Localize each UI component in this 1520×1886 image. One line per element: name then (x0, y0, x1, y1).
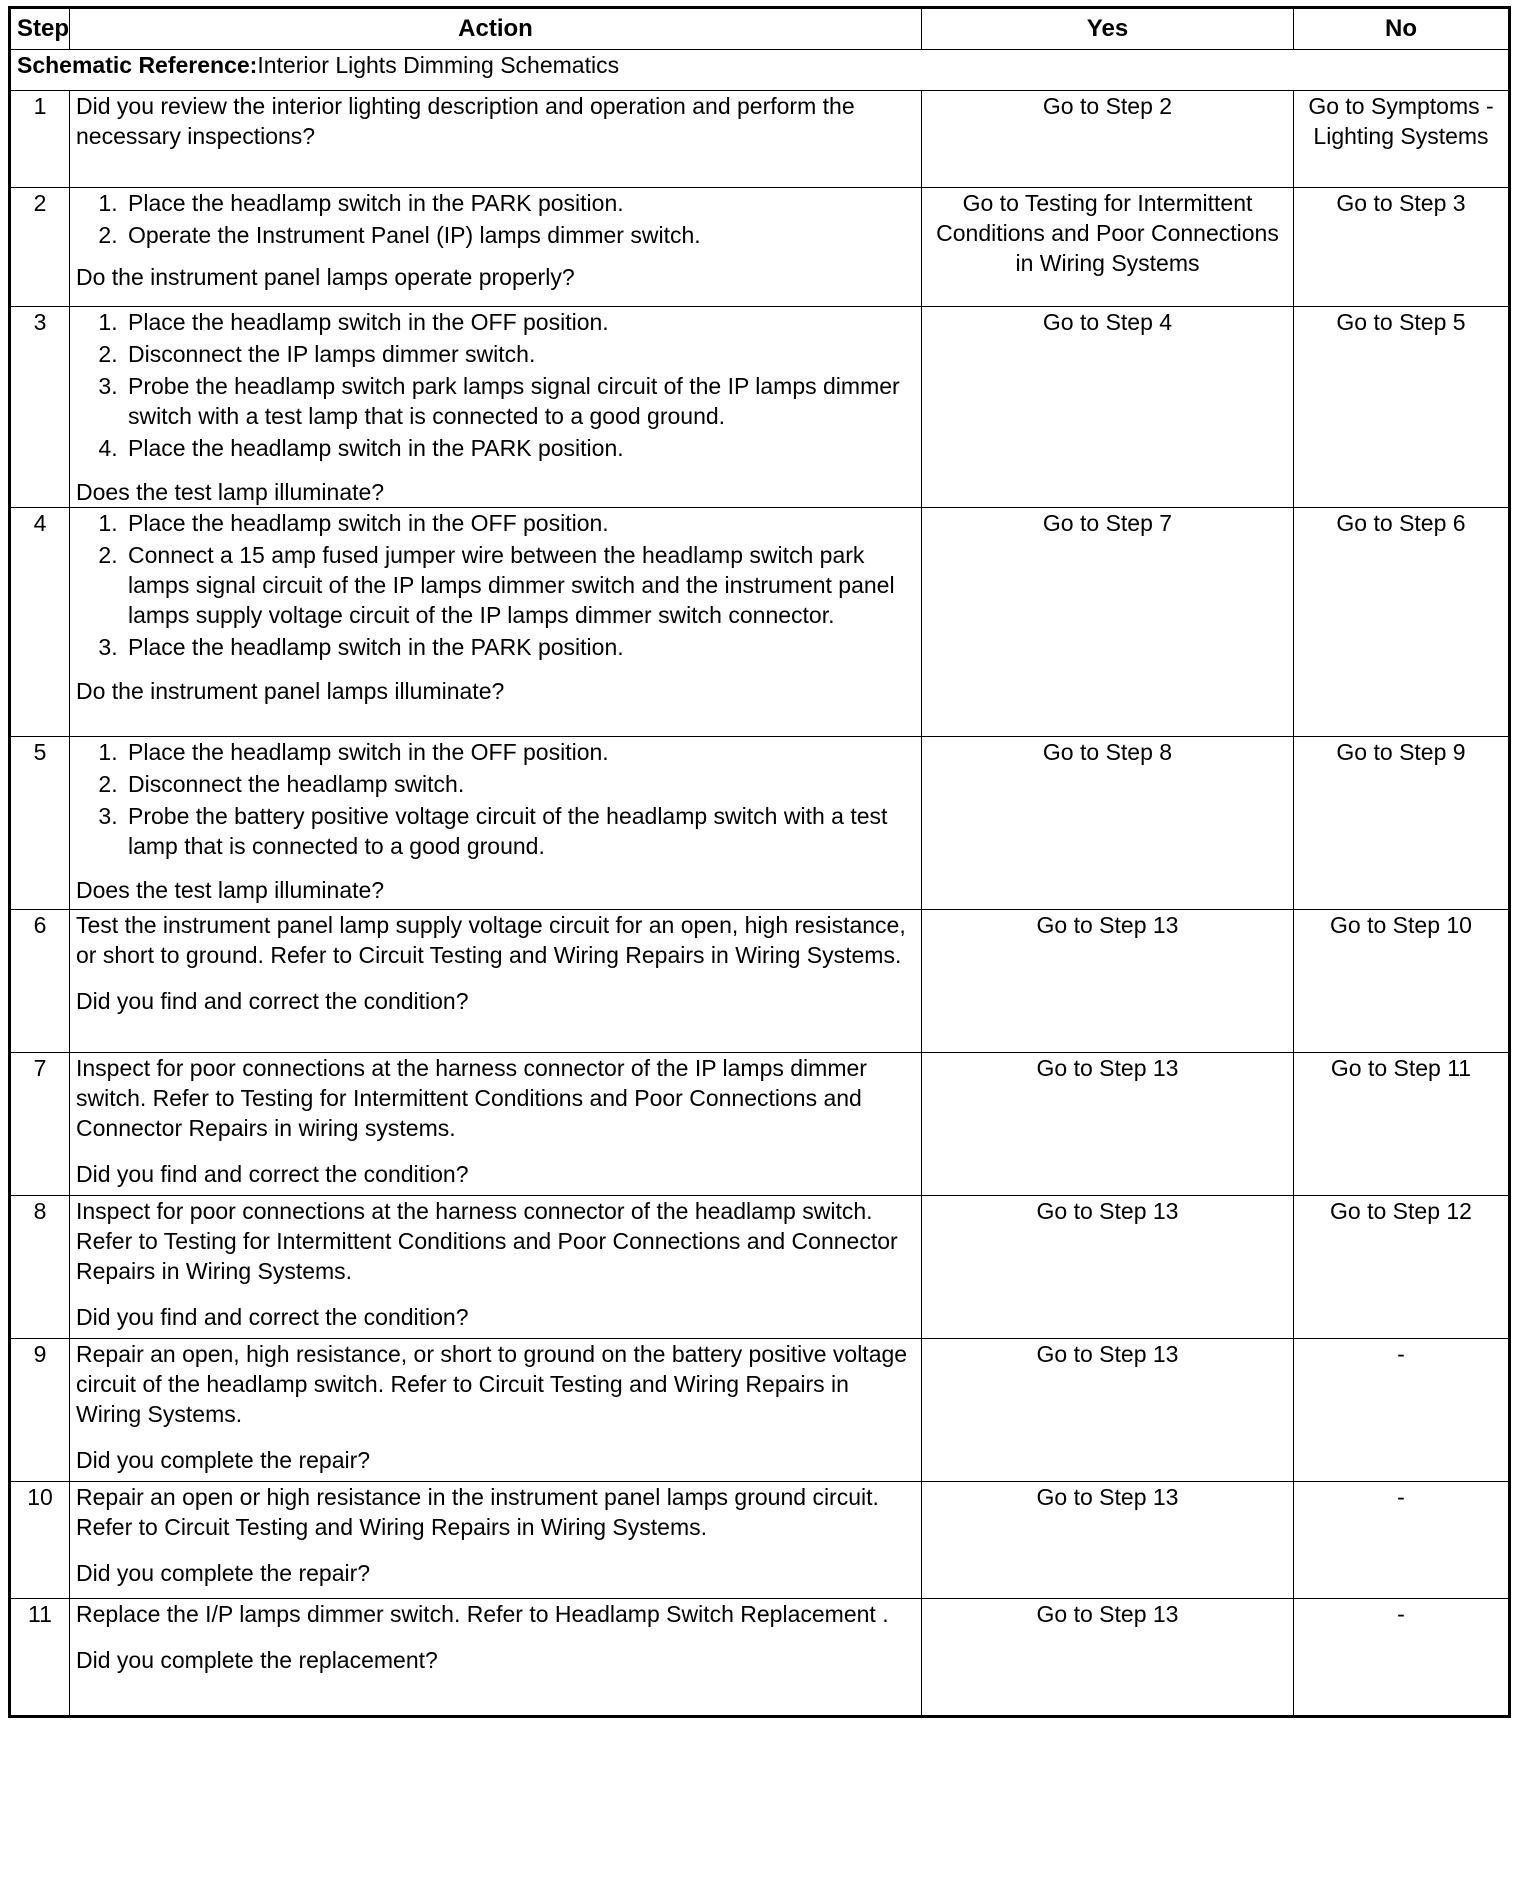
procedure-list (76, 737, 915, 861)
schematic-row (10, 50, 1510, 91)
list-item: 2. Connect a 15 amp fused jumper wire between the headlamp switch park lamps signal circuit of the IP lamps dimmer switch and the instrument panel lamps supply voltage circuit of the IP lamps dimmer switch connector. (124, 540, 915, 630)
action-text: Inspect for poor connections at the harness connector of the headlamp switch. Refer to Testing for Intermittent Conditions and Poor Connections and Connector Repairs in Wiring Systems. (76, 1198, 898, 1284)
no-cell[interactable]: Go to Step 9 (1294, 737, 1510, 910)
no-cell[interactable]: Go to Step 10 (1294, 910, 1510, 1053)
yes-cell[interactable]: Go to Step 13 (922, 1339, 1294, 1482)
question-text: Does the test lamp illuminate? (76, 479, 385, 505)
question-text: Did you find and correct the condition? (76, 1161, 469, 1187)
step-number: 5 (10, 737, 70, 910)
step-number: 10 (10, 1482, 70, 1599)
list-item: 3. Place the headlamp switch in the PARK position. (124, 632, 915, 662)
question-text: Did you find and correct the condition? (76, 1304, 469, 1330)
action-text: Test the instrument panel lamp supply voltage circuit for an open, high resistance, or short to ground. Refer to Circuit Testing and Wiring Repairs in Wiring Systems. (76, 912, 906, 968)
no-cell: - (1294, 1339, 1510, 1482)
no-cell[interactable]: Go to Step 12 (1294, 1196, 1510, 1339)
action-cell (70, 1599, 922, 1717)
list-item: 2. Operate the Instrument Panel (IP) lamps dimmer switch. (124, 220, 915, 250)
action-cell (70, 910, 922, 1053)
header-step: Step (10, 8, 70, 50)
table-row (10, 737, 1510, 910)
step-number: 11 (10, 1599, 70, 1717)
diagnostic-table-sheet (8, 6, 1508, 1718)
action-text: Replace the I/P lamps dimmer switch. Refer to Headlamp Switch Replacement . (76, 1601, 889, 1627)
action-cell (70, 188, 922, 307)
list-item: 2. Disconnect the headlamp switch. (124, 769, 915, 799)
list-item: 2. Disconnect the IP lamps dimmer switch. (124, 339, 915, 369)
no-cell[interactable]: Go to Step 6 (1294, 508, 1510, 737)
action-text: Inspect for poor connections at the harness connector of the IP lamps dimmer switch. Refer to Testing for Intermittent Conditions and Poor Connections and Connector Repairs in wiring systems. (76, 1055, 867, 1141)
question-text: Do the instrument panel lamps operate properly? (76, 264, 575, 290)
table-row (10, 1053, 1510, 1196)
schematic-link[interactable]: Interior Lights Dimming Schematics (257, 52, 620, 78)
table-row (10, 1599, 1510, 1717)
step-number: 3 (10, 307, 70, 508)
question-text: Do the instrument panel lamps illuminate? (76, 678, 505, 704)
schematic-label: Schematic Reference: (17, 52, 258, 78)
diagnostic-table (8, 6, 1511, 1718)
question-text: Did you find and correct the condition? (76, 988, 469, 1014)
table-row (10, 508, 1510, 737)
question-text: Did you complete the repair? (76, 1447, 371, 1473)
action-cell (70, 307, 922, 508)
no-cell: - (1294, 1599, 1510, 1717)
step-number: 1 (10, 91, 70, 188)
yes-cell[interactable]: Go to Step 13 (922, 1196, 1294, 1339)
table-row (10, 1196, 1510, 1339)
table-row (10, 188, 1510, 307)
yes-cell[interactable]: Go to Testing for Intermittent Conditions and Poor Connections in Wiring Systems (922, 188, 1294, 307)
yes-cell[interactable]: Go to Step 13 (922, 1482, 1294, 1599)
step-number: 7 (10, 1053, 70, 1196)
yes-cell[interactable]: Go to Step 4 (922, 307, 1294, 508)
table-row (10, 1482, 1510, 1599)
action-cell (70, 91, 922, 188)
step-number: 4 (10, 508, 70, 737)
list-item: 1. Place the headlamp switch in the OFF position. (124, 508, 915, 538)
table-row (10, 91, 1510, 188)
action-cell (70, 1196, 922, 1339)
question-text: Does the test lamp illuminate? (76, 877, 385, 903)
action-text: Did you review the interior lighting description and operation and perform the necessary inspections? (76, 93, 855, 149)
action-cell (70, 1482, 922, 1599)
list-item: 3. Probe the headlamp switch park lamps signal circuit of the IP lamps dimmer switch with a test lamp that is connected to a good ground. (124, 371, 915, 431)
yes-cell[interactable]: Go to Step 8 (922, 737, 1294, 910)
procedure-list (76, 508, 915, 662)
no-cell: - (1294, 1482, 1510, 1599)
header-row (10, 8, 1510, 50)
step-number: 9 (10, 1339, 70, 1482)
yes-cell[interactable]: Go to Step 13 (922, 1053, 1294, 1196)
yes-cell[interactable]: Go to Step 7 (922, 508, 1294, 737)
action-cell (70, 508, 922, 737)
header-no: No (1294, 8, 1510, 50)
list-item: 3. Probe the battery positive voltage circuit of the headlamp switch with a test lamp that is connected to a good ground. (124, 801, 915, 861)
action-cell (70, 737, 922, 910)
table-row (10, 307, 1510, 508)
list-item: 1. Place the headlamp switch in the PARK position. (124, 188, 915, 218)
procedure-list (76, 307, 915, 463)
question-text: Did you complete the replacement? (76, 1647, 438, 1673)
no-cell[interactable]: Go to Step 5 (1294, 307, 1510, 508)
schematic-reference (10, 50, 1510, 91)
header-action: Action (70, 8, 922, 50)
table-row (10, 910, 1510, 1053)
action-text: Repair an open, high resistance, or short to ground on the battery positive voltage circuit of the headlamp switch. Refer to Circuit Testing and Wiring Repairs in Wiring Systems. (76, 1341, 908, 1427)
no-cell[interactable]: Go to Symptoms - Lighting Systems (1294, 91, 1510, 188)
step-number: 6 (10, 910, 70, 1053)
no-cell[interactable]: Go to Step 3 (1294, 188, 1510, 307)
table-row (10, 1339, 1510, 1482)
yes-cell[interactable]: Go to Step 13 (922, 1599, 1294, 1717)
action-cell (70, 1339, 922, 1482)
yes-cell[interactable]: Go to Step 13 (922, 910, 1294, 1053)
procedure-list (76, 188, 915, 250)
header-yes: Yes (922, 8, 1294, 50)
no-cell[interactable]: Go to Step 11 (1294, 1053, 1510, 1196)
list-item: 1. Place the headlamp switch in the OFF position. (124, 307, 915, 337)
action-cell (70, 1053, 922, 1196)
question-text: Did you complete the repair? (76, 1560, 371, 1586)
step-number: 2 (10, 188, 70, 307)
yes-cell[interactable]: Go to Step 2 (922, 91, 1294, 188)
list-item: 4. Place the headlamp switch in the PARK position. (124, 433, 915, 463)
list-item: 1. Place the headlamp switch in the OFF position. (124, 737, 915, 767)
step-number: 8 (10, 1196, 70, 1339)
action-text: Repair an open or high resistance in the instrument panel lamps ground circuit. Refer to Circuit Testing and Wiring Repairs in Wiring Systems. (76, 1484, 879, 1540)
